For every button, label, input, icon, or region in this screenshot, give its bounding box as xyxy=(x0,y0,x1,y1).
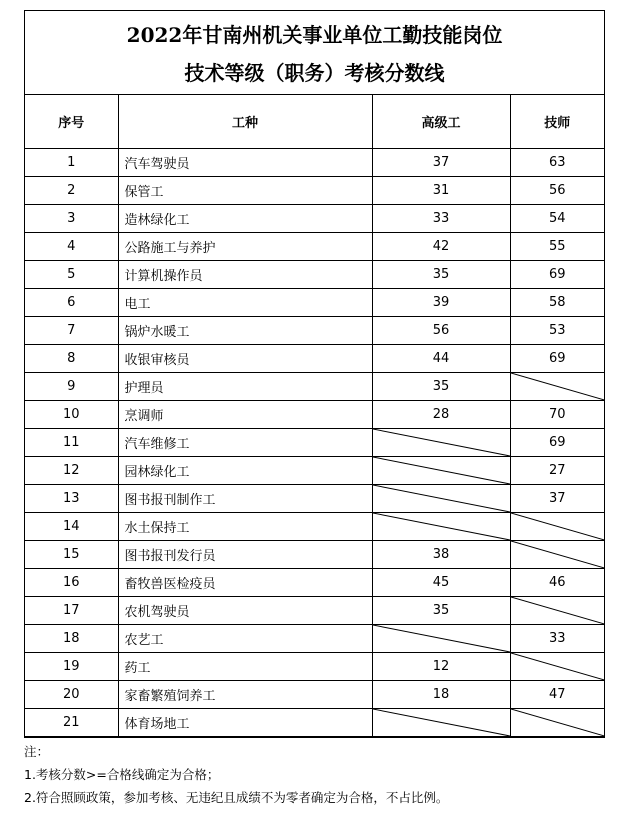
cell-senior-worker: 38 xyxy=(372,541,510,569)
table-row xyxy=(25,597,604,625)
cell-job: 锅炉水暖工 xyxy=(118,317,372,345)
cell-number: 20 xyxy=(25,681,118,709)
cell-senior-worker: 18 xyxy=(372,681,510,709)
cell-senior-worker: 35 xyxy=(372,373,510,401)
empty-cell-diagonal xyxy=(510,653,604,681)
cell-technician: 27 xyxy=(510,457,604,485)
table-row xyxy=(25,289,604,317)
cell-number: 21 xyxy=(25,709,118,737)
cell-number: 10 xyxy=(25,401,118,429)
cell-senior-worker: 44 xyxy=(372,345,510,373)
table-row xyxy=(25,205,604,233)
cell-technician: 53 xyxy=(510,317,604,345)
cell-job: 农机驾驶员 xyxy=(118,597,372,625)
cell-number: 2 xyxy=(25,177,118,205)
cell-job: 汽车驾驶员 xyxy=(118,149,372,177)
cell-job: 药工 xyxy=(118,653,372,681)
cell-technician: 69 xyxy=(510,345,604,373)
table-row xyxy=(25,233,604,261)
cell-number: 11 xyxy=(25,429,118,457)
table-row xyxy=(25,149,604,177)
cell-technician: 46 xyxy=(510,569,604,597)
empty-cell-diagonal xyxy=(510,597,604,625)
table-row xyxy=(25,177,604,205)
cell-technician: 56 xyxy=(510,177,604,205)
cell-senior-worker: 33 xyxy=(372,205,510,233)
cell-number: 7 xyxy=(25,317,118,345)
cell-job: 汽车维修工 xyxy=(118,429,372,457)
cell-number: 3 xyxy=(25,205,118,233)
cell-number: 15 xyxy=(25,541,118,569)
cell-job: 烹调师 xyxy=(118,401,372,429)
cell-job: 水土保持工 xyxy=(118,513,372,541)
cell-number: 1 xyxy=(25,149,118,177)
cell-job: 农艺工 xyxy=(118,625,372,653)
score-table-frame xyxy=(24,10,605,738)
cell-job: 体育场地工 xyxy=(118,709,372,737)
table-row xyxy=(25,457,604,485)
cell-number: 9 xyxy=(25,373,118,401)
cell-number: 6 xyxy=(25,289,118,317)
empty-cell-diagonal xyxy=(510,541,604,569)
table-row xyxy=(25,345,604,373)
cell-technician: 70 xyxy=(510,401,604,429)
empty-cell-diagonal xyxy=(510,513,604,541)
table-header-row xyxy=(25,95,604,149)
cell-number: 17 xyxy=(25,597,118,625)
cell-senior-worker: 42 xyxy=(372,233,510,261)
cell-senior-worker: 12 xyxy=(372,653,510,681)
cell-technician: 58 xyxy=(510,289,604,317)
cell-technician: 63 xyxy=(510,149,604,177)
empty-cell-diagonal xyxy=(372,457,510,485)
score-table xyxy=(25,95,604,737)
cell-number: 4 xyxy=(25,233,118,261)
cell-job: 公路施工与养护 xyxy=(118,233,372,261)
header-number: 序号 xyxy=(25,95,118,149)
cell-technician: 69 xyxy=(510,261,604,289)
cell-number: 14 xyxy=(25,513,118,541)
cell-number: 19 xyxy=(25,653,118,681)
cell-job: 造林绿化工 xyxy=(118,205,372,233)
cell-number: 13 xyxy=(25,485,118,513)
cell-job: 电工 xyxy=(118,289,372,317)
cell-senior-worker: 31 xyxy=(372,177,510,205)
table-row xyxy=(25,541,604,569)
table-row xyxy=(25,653,604,681)
table-row xyxy=(25,709,604,737)
cell-job: 家畜繁殖饲养工 xyxy=(118,681,372,709)
cell-technician: 69 xyxy=(510,429,604,457)
table-row xyxy=(25,373,604,401)
table-row xyxy=(25,261,604,289)
table-row xyxy=(25,401,604,429)
cell-senior-worker: 35 xyxy=(372,261,510,289)
empty-cell-diagonal xyxy=(372,625,510,653)
cell-number: 8 xyxy=(25,345,118,373)
cell-job: 图书报刊发行员 xyxy=(118,541,372,569)
table-body xyxy=(25,149,604,737)
empty-cell-diagonal xyxy=(372,513,510,541)
empty-cell-diagonal xyxy=(510,709,604,737)
header-technician: 技师 xyxy=(510,95,604,149)
cell-senior-worker: 45 xyxy=(372,569,510,597)
cell-technician: 37 xyxy=(510,485,604,513)
cell-senior-worker: 39 xyxy=(372,289,510,317)
title-line-1: 2022年甘南州机关事业单位工勤技能岗位 xyxy=(126,23,503,47)
notes xyxy=(24,740,614,809)
document-title xyxy=(25,11,604,95)
note-item-1: 1.考核分数>=合格线确定为合格； xyxy=(24,767,220,782)
cell-senior-worker: 37 xyxy=(372,149,510,177)
cell-number: 18 xyxy=(25,625,118,653)
cell-technician: 47 xyxy=(510,681,604,709)
notes-label: 注： xyxy=(24,744,50,759)
empty-cell-diagonal xyxy=(372,485,510,513)
table-row xyxy=(25,625,604,653)
cell-technician: 55 xyxy=(510,233,604,261)
table-row xyxy=(25,513,604,541)
cell-job: 畜牧兽医检疫员 xyxy=(118,569,372,597)
cell-number: 5 xyxy=(25,261,118,289)
cell-technician: 33 xyxy=(510,625,604,653)
table-row xyxy=(25,317,604,345)
header-job: 工种 xyxy=(118,95,372,149)
cell-number: 12 xyxy=(25,457,118,485)
cell-job: 图书报刊制作工 xyxy=(118,485,372,513)
table-row xyxy=(25,485,604,513)
cell-job: 护理员 xyxy=(118,373,372,401)
table-row xyxy=(25,681,604,709)
cell-senior-worker: 28 xyxy=(372,401,510,429)
header-senior-worker: 高级工 xyxy=(372,95,510,149)
table-row xyxy=(25,429,604,457)
cell-job: 收银审核员 xyxy=(118,345,372,373)
cell-job: 计算机操作员 xyxy=(118,261,372,289)
title-line-2: 技术等级（职务）考核分数线 xyxy=(184,61,445,85)
empty-cell-diagonal xyxy=(372,709,510,737)
cell-technician: 54 xyxy=(510,205,604,233)
note-item-2: 2.符合照顾政策，参加考核、无违纪且成绩不为零者确定为合格，不占比例。 xyxy=(24,790,449,805)
table-row xyxy=(25,569,604,597)
cell-senior-worker: 56 xyxy=(372,317,510,345)
empty-cell-diagonal xyxy=(372,429,510,457)
cell-number: 16 xyxy=(25,569,118,597)
cell-job: 保管工 xyxy=(118,177,372,205)
cell-senior-worker: 35 xyxy=(372,597,510,625)
empty-cell-diagonal xyxy=(510,373,604,401)
cell-job: 园林绿化工 xyxy=(118,457,372,485)
